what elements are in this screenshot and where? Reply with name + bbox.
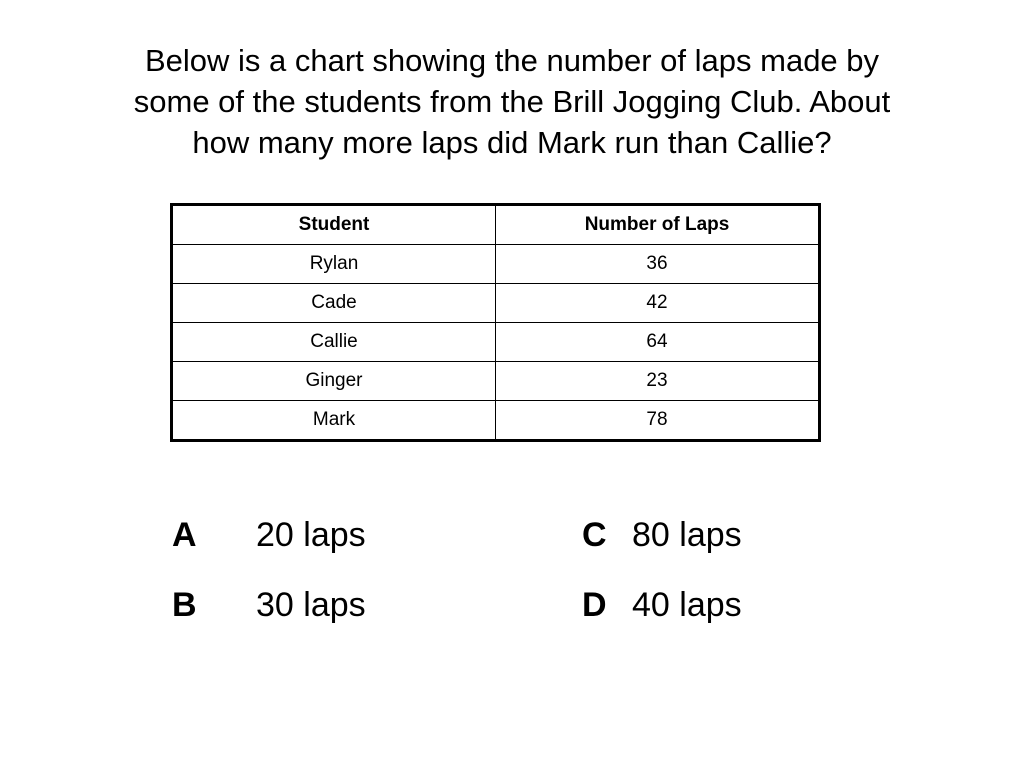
table-row [172,245,820,284]
student-name-cell: Cade [172,284,496,323]
answer-choice-b[interactable] [172,585,366,625]
student-name-cell: Callie [172,323,496,362]
question-text [40,40,984,163]
table-row [172,401,820,441]
choice-text: 40 laps [632,586,742,624]
student-name-cell: Ginger [172,362,496,401]
question-line: how many more laps did Mark run than Callie? [192,125,832,160]
column-header-student: Student [172,205,496,245]
choice-letter: A [172,516,197,554]
table-header-row [172,205,820,245]
table-row [172,323,820,362]
laps-cell: 23 [496,362,820,401]
student-name-cell: Mark [172,401,496,441]
laps-cell: 36 [496,245,820,284]
answer-choice-a[interactable] [172,515,366,555]
choice-text: 30 laps [256,586,366,624]
column-header-laps: Number of Laps [496,205,820,245]
choice-letter: B [172,586,197,624]
answer-choice-c[interactable] [582,515,742,555]
laps-cell: 42 [496,284,820,323]
choice-text: 80 laps [632,516,742,554]
laps-cell: 78 [496,401,820,441]
student-name-cell: Rylan [172,245,496,284]
choice-letter: D [582,586,607,624]
answer-choice-d[interactable] [582,585,742,625]
choice-letter: C [582,516,607,554]
laps-cell: 64 [496,323,820,362]
table-row [172,284,820,323]
choice-text: 20 laps [256,516,366,554]
question-line: Below is a chart showing the number of laps made by [144,43,880,78]
table-row [172,362,820,401]
question-line: some of the students from the Brill Jogging Club. About [133,84,891,119]
laps-table [170,203,821,442]
